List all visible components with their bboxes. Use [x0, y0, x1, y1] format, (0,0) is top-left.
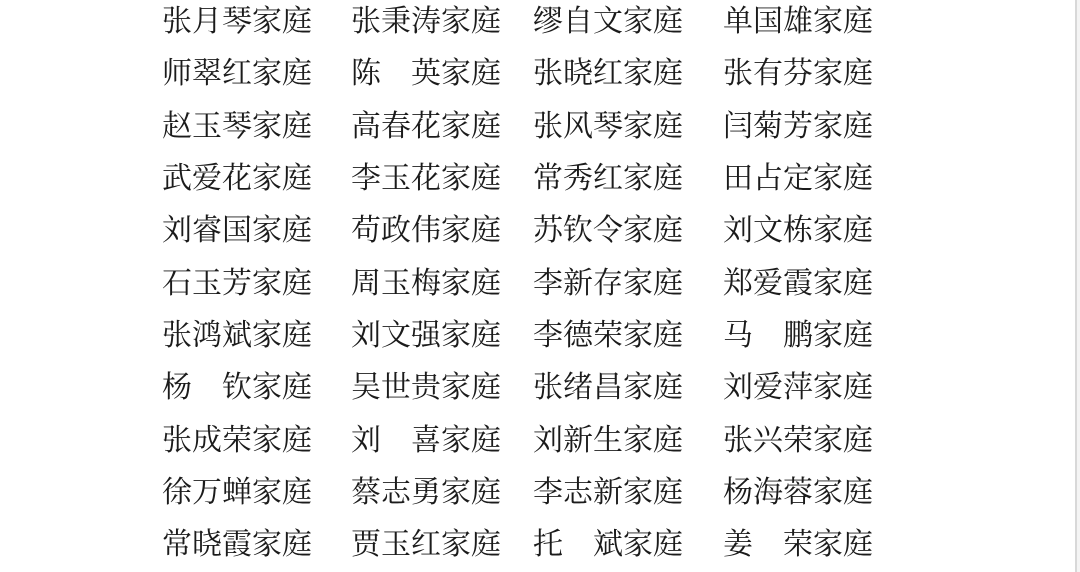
family-name: 师翠红家庭 — [162, 57, 312, 91]
family-name: 陈 英家庭 — [351, 57, 501, 91]
family-name: 张晓红家庭 — [533, 57, 683, 91]
family-name: 刘文栋家庭 — [723, 214, 873, 248]
family-name: 徐万蝉家庭 — [162, 475, 312, 509]
family-name: 张成荣家庭 — [162, 423, 312, 457]
family-name: 张风琴家庭 — [533, 109, 683, 143]
family-name: 蔡志勇家庭 — [351, 475, 501, 509]
family-name: 姜 荣家庭 — [723, 528, 873, 562]
family-name: 刘文强家庭 — [351, 318, 501, 352]
family-name: 贾玉红家庭 — [351, 528, 501, 562]
family-name: 李玉花家庭 — [351, 162, 501, 196]
family-name: 张鸿斌家庭 — [162, 318, 312, 352]
family-name: 郑爱霞家庭 — [723, 266, 873, 300]
family-name: 吴世贵家庭 — [351, 371, 501, 405]
family-name: 张绪昌家庭 — [533, 371, 683, 405]
family-name: 单国雄家庭 — [723, 5, 873, 39]
family-name: 赵玉琴家庭 — [162, 109, 312, 143]
family-name: 张兴荣家庭 — [723, 423, 873, 457]
family-name: 张月琴家庭 — [162, 5, 312, 39]
family-name: 刘 喜家庭 — [351, 423, 501, 457]
family-name: 刘爱萍家庭 — [723, 371, 873, 405]
family-name: 刘睿国家庭 — [162, 214, 312, 248]
family-name: 闫菊芳家庭 — [723, 109, 873, 143]
family-name: 石玉芳家庭 — [162, 266, 312, 300]
family-name: 田占定家庭 — [723, 162, 873, 196]
family-name: 张有芬家庭 — [723, 57, 873, 91]
family-name: 托 斌家庭 — [533, 528, 683, 562]
family-name: 李德荣家庭 — [533, 318, 683, 352]
family-name: 常秀红家庭 — [533, 162, 683, 196]
family-name: 苟政伟家庭 — [351, 214, 501, 248]
family-name: 杨海蓉家庭 — [723, 475, 873, 509]
family-name: 缪自文家庭 — [533, 5, 683, 39]
family-name: 马 鹏家庭 — [723, 318, 873, 352]
family-name-list — [162, 0, 873, 571]
page-edge-divider — [1075, 0, 1080, 572]
family-name: 刘新生家庭 — [533, 423, 683, 457]
family-name: 苏钦令家庭 — [533, 214, 683, 248]
family-name: 高春花家庭 — [351, 109, 501, 143]
family-name: 李新存家庭 — [533, 266, 683, 300]
family-name: 张秉涛家庭 — [351, 5, 501, 39]
family-name: 周玉梅家庭 — [351, 266, 501, 300]
family-name: 杨 钦家庭 — [162, 371, 312, 405]
family-name: 常晓霞家庭 — [162, 528, 312, 562]
family-name: 武爱花家庭 — [162, 162, 312, 196]
family-name: 李志新家庭 — [533, 475, 683, 509]
